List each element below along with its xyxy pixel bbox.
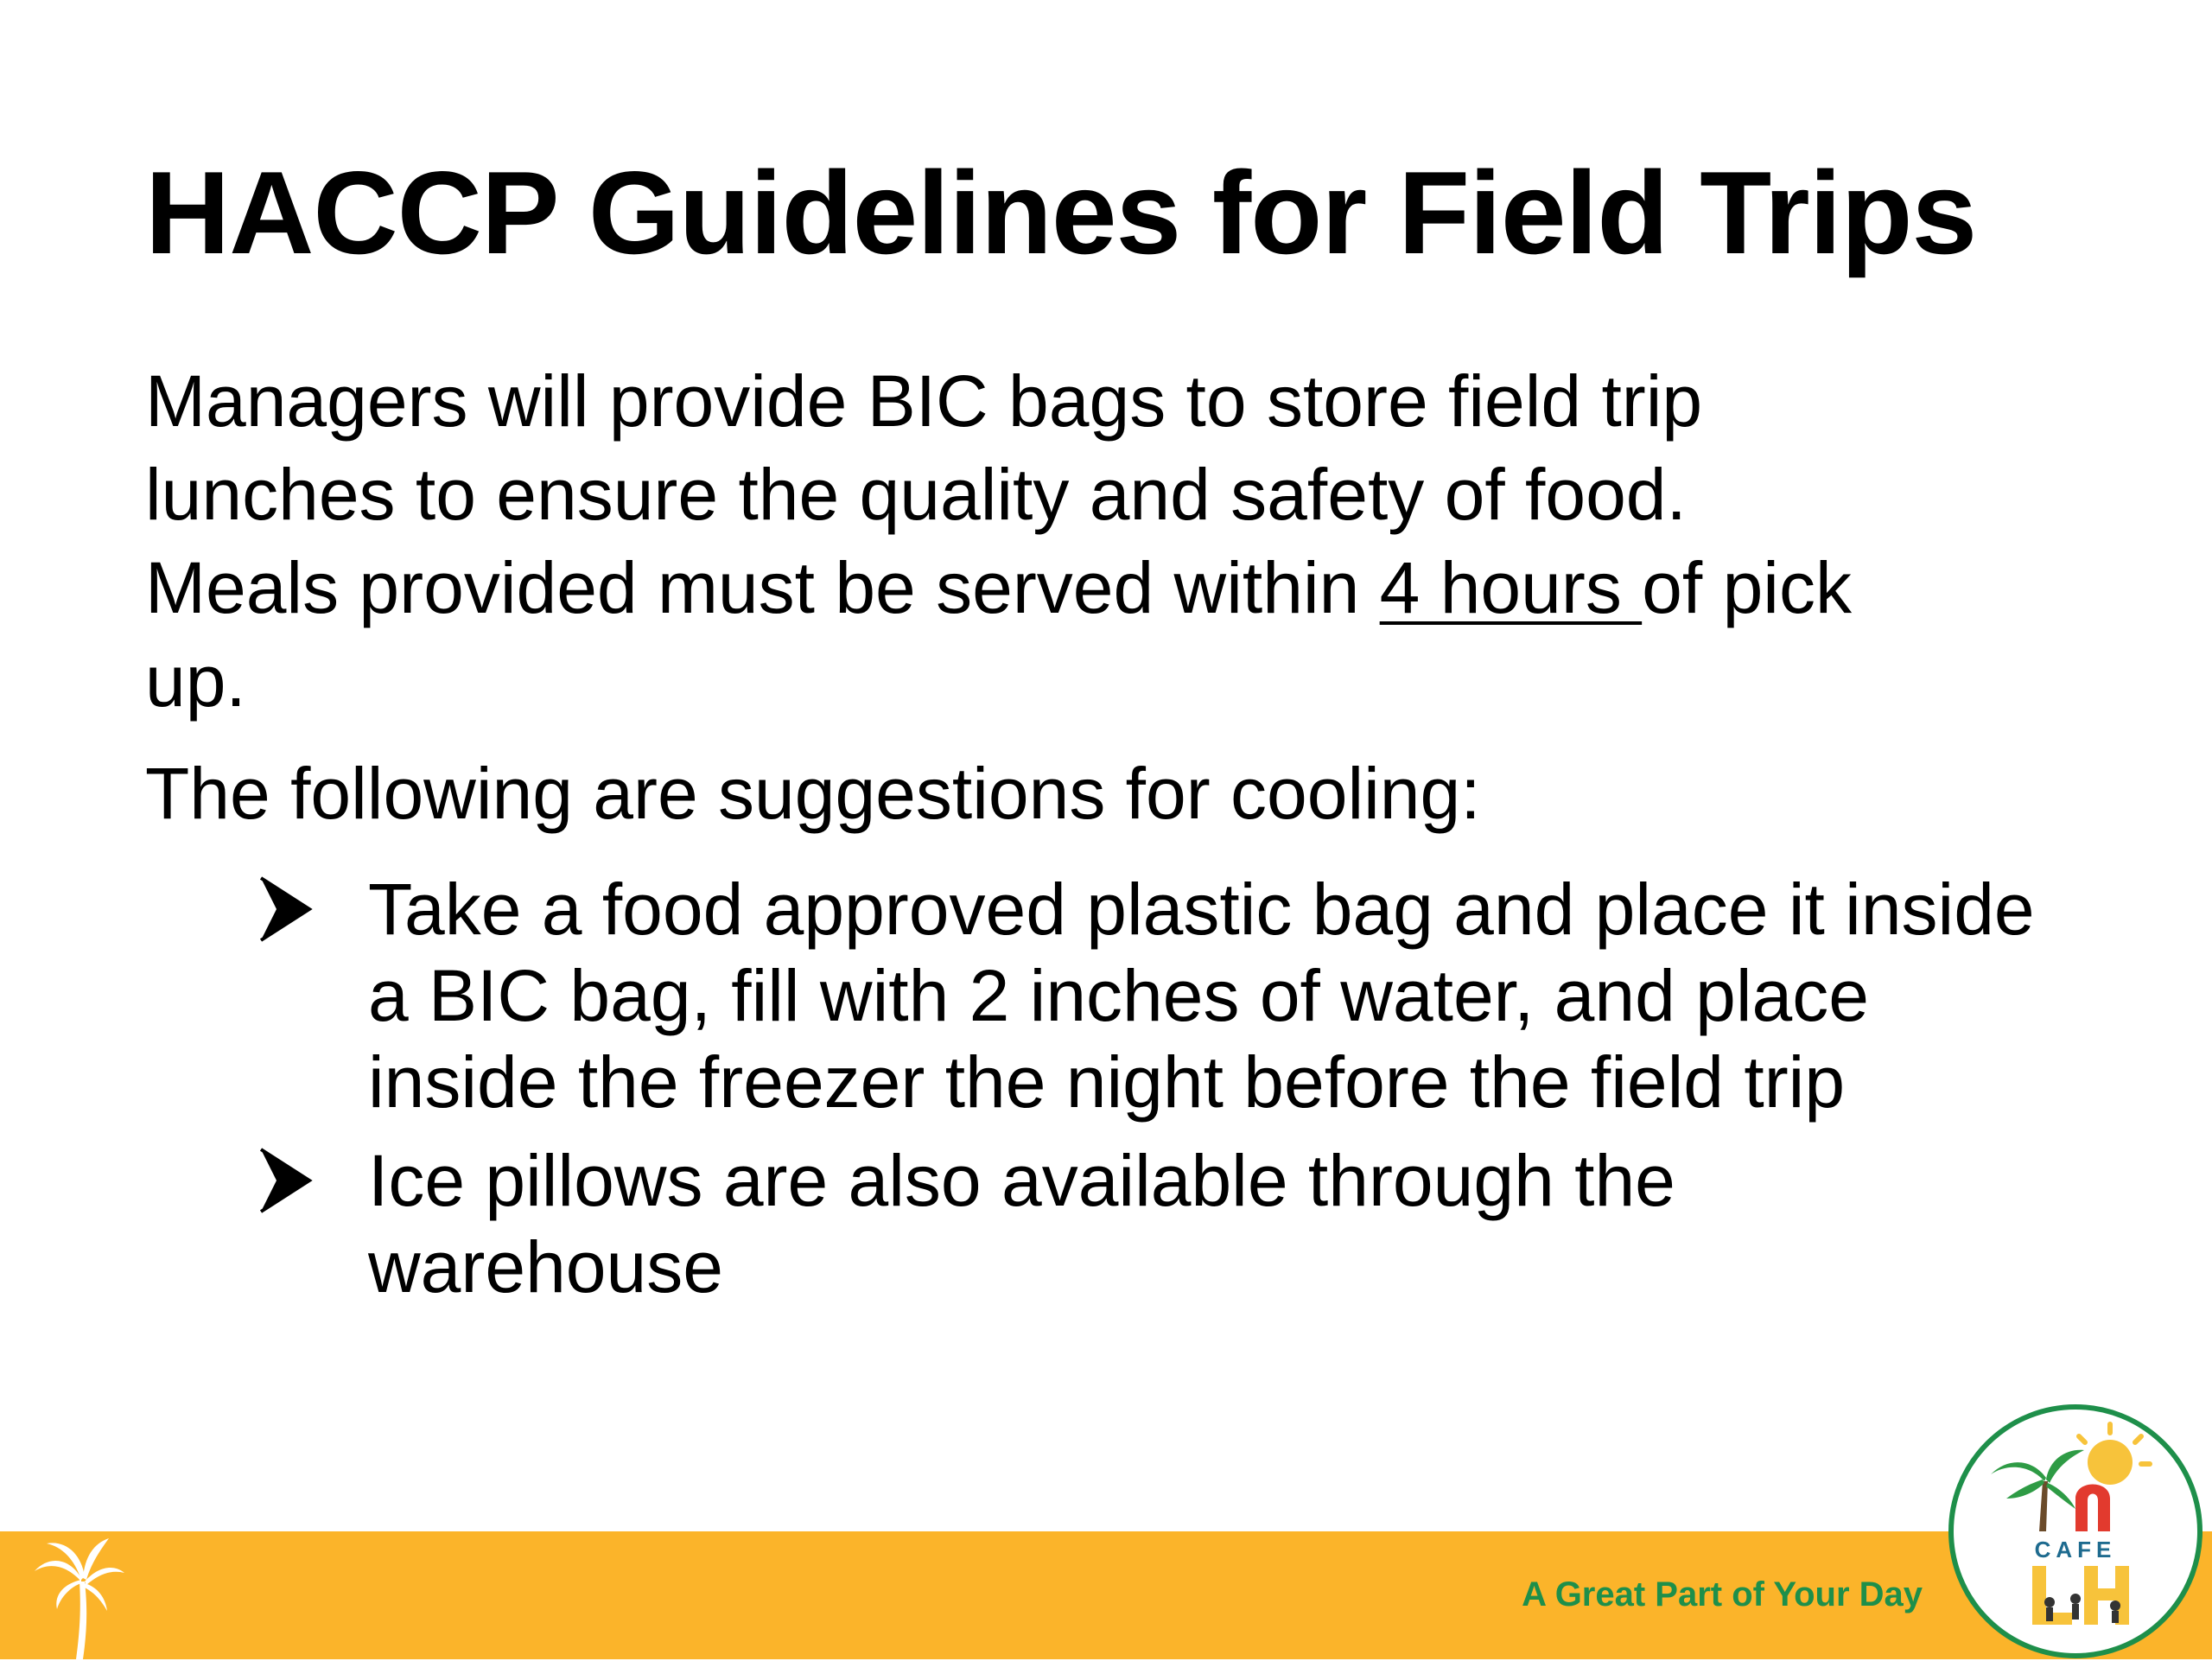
list-item-line: inside the freezer the night before the field trip (368, 1041, 1846, 1123)
intro-line: of pick (1642, 547, 1852, 628)
cooling-suggestions-list (145, 866, 2089, 1310)
list-item (145, 866, 2089, 1125)
list-item-line: a BIC bag, fill with 2 inches of water, and place (368, 955, 1869, 1036)
intro-line: lunches to ensure the quality and safety of food. (145, 454, 1687, 535)
intro-paragraph (145, 354, 2089, 728)
list-item-line: Ice pillows are also available through the (368, 1140, 1675, 1221)
slide-body (145, 354, 2089, 1322)
intro-line: Managers will provide BIC bags to store field trip (145, 360, 1703, 442)
underlined-duration: 4 hours (1379, 547, 1643, 628)
list-item-line: Take a food approved plastic bag and place it inside (368, 869, 2035, 950)
arrowhead-bullet-icon (257, 875, 313, 944)
arrowhead-bullet-icon (257, 1146, 313, 1215)
slide-title: HACCP Guidelines for Field Trips (145, 147, 1977, 278)
cooling-heading: The following are suggestions for cooling: (145, 753, 1481, 834)
intro-line: up. (145, 640, 246, 722)
palm-tree-icon (31, 1530, 126, 1659)
footer-tagline: A Great Part of Your Day (1522, 1575, 1923, 1613)
list-item-line: warehouse (368, 1226, 723, 1308)
logo-cafe-text: CAFE (2034, 1537, 2117, 1562)
intro-line: Meals provided must be served within (145, 547, 1380, 628)
list-item (145, 1137, 2089, 1310)
cafe-lh-logo-icon (1946, 1402, 2205, 1661)
